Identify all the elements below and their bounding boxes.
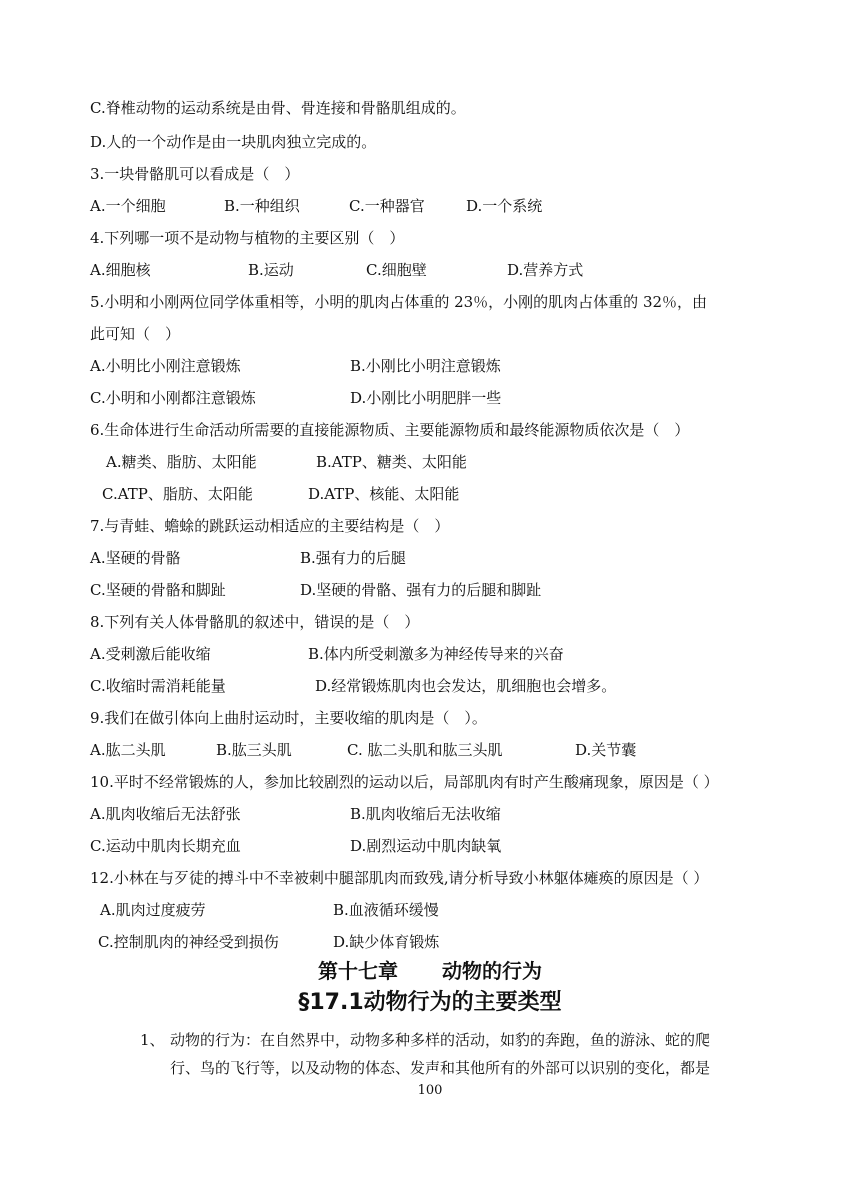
q3-option-d: D.一个系统 <box>466 197 543 215</box>
question-12: 12.小林在与歹徒的搏斗中不幸被刺中腿部肌肉而致残,请分析导致小林躯体瘫痪的原因是（ ） <box>90 869 709 887</box>
question-9: 9.我们在做引体向上曲肘运动时，主要收缩的肌肉是（ ）。 <box>90 709 487 727</box>
q7-option-a: A.坚硬的骨骼 <box>90 549 181 567</box>
q6-option-c: C.ATP、脂肪、太阳能 <box>102 485 253 503</box>
q8-option-b: B.体内所受刺激多为神经传导来的兴奋 <box>308 645 564 663</box>
q6-option-b: B.ATP、糖类、太阳能 <box>316 453 467 471</box>
option-c-spine: C.脊椎动物的运动系统是由骨、骨连接和骨骼肌组成的。 <box>90 99 466 117</box>
q4-option-b: B.运动 <box>248 261 294 279</box>
question-8: 8.下列有关人体骨骼肌的叙述中，错误的是（ ） <box>90 613 420 631</box>
q5-option-a: A.小明比小刚注意锻炼 <box>90 357 241 375</box>
question-5-line-2: 此可知（ ） <box>90 325 181 343</box>
q5-option-c: C.小明和小刚都注意锻炼 <box>90 389 256 407</box>
option-d-action: D.人的一个动作是由一块肌肉独立完成的。 <box>90 133 377 151</box>
question-10: 10.平时不经常锻炼的人，参加比较剧烈的运动以后，局部肌肉有时产生酸痛现象，原因是（ ） <box>90 773 719 791</box>
q12-option-c: C.控制肌肉的神经受到损伤 <box>98 933 279 951</box>
q4-option-d: D.营养方式 <box>507 261 584 279</box>
q8-option-a: A.受刺激后能收缩 <box>90 645 211 663</box>
section-title: §17.1动物行为的主要类型 <box>298 990 562 1015</box>
question-3: 3.一块骨骼肌可以看成是（ ） <box>90 165 300 183</box>
q3-option-b: B.一种组织 <box>224 197 300 215</box>
q3-option-c: C.一种器官 <box>349 197 425 215</box>
paragraph-line-1: 动物的行为：在自然界中，动物多种多样的活动，如豹的奔跑，鱼的游泳、蛇的爬 <box>170 1031 711 1049</box>
q12-option-b: B.血液循环缓慢 <box>333 901 439 919</box>
q6-option-d: D.ATP、核能、太阳能 <box>308 485 460 503</box>
q3-option-a: A.一个细胞 <box>90 197 166 215</box>
chapter-heading <box>0 958 860 984</box>
q4-option-a: A.细胞核 <box>90 261 151 279</box>
q10-option-c: C.运动中肌肉长期充血 <box>90 837 241 855</box>
q7-option-c: C.坚硬的骨骼和脚趾 <box>90 581 226 599</box>
paragraph-line-2: 行、鸟的飞行等，以及动物的体态、发声和其他所有的外部可以识别的变化，都是 <box>170 1059 711 1077</box>
q5-option-d: D.小刚比小明肥胖一些 <box>350 389 502 407</box>
question-6: 6.生命体进行生命活动所需要的直接能源物质、主要能源物质和最终能源物质依次是（ ） <box>90 421 690 439</box>
q9-option-d: D.关节囊 <box>575 741 637 759</box>
q10-option-d: D.剧烈运动中肌肉缺氧 <box>350 837 502 855</box>
q8-option-d: D.经常锻炼肌肉也会发达，肌细胞也会增多。 <box>315 677 617 695</box>
question-7: 7.与青蛙、蟾蜍的跳跃运动相适应的主要结构是（ ） <box>90 517 450 535</box>
q7-option-b: B.强有力的后腿 <box>300 549 406 567</box>
chapter-title: 动物的行为 <box>442 959 542 983</box>
q9-option-b: B.肱三头肌 <box>216 741 292 759</box>
q9-option-c: C. 肱二头肌和肱三头肌 <box>347 741 503 759</box>
q9-option-a: A.肱二头肌 <box>90 741 166 759</box>
q10-option-a: A.肌肉收缩后无法舒张 <box>90 805 241 823</box>
paragraph-marker: 1、 <box>140 1031 165 1049</box>
q12-option-a: A.肌肉过度疲劳 <box>100 901 206 919</box>
question-4: 4.下列哪一项不是动物与植物的主要区别（ ） <box>90 229 405 247</box>
question-5-line-1: 5.小明和小刚两位同学体重相等，小明的肌肉占体重的 23％，小刚的肌肉占体重的 32％，由 <box>90 293 708 311</box>
q8-option-c: C.收缩时需消耗能量 <box>90 677 226 695</box>
q5-option-b: B.小刚比小明注意锻炼 <box>350 357 501 375</box>
chapter-number: 第十七章 <box>318 959 398 983</box>
q4-option-c: C.细胞壁 <box>366 261 427 279</box>
q7-option-d: D.坚硬的骨骼、强有力的后腿和脚趾 <box>300 581 542 599</box>
q10-option-b: B.肌肉收缩后无法收缩 <box>350 805 501 823</box>
q6-option-a: A.糖类、脂肪、太阳能 <box>106 453 257 471</box>
q12-option-d: D.缺少体育锻炼 <box>333 933 440 951</box>
page-number: 100 <box>417 1083 443 1098</box>
